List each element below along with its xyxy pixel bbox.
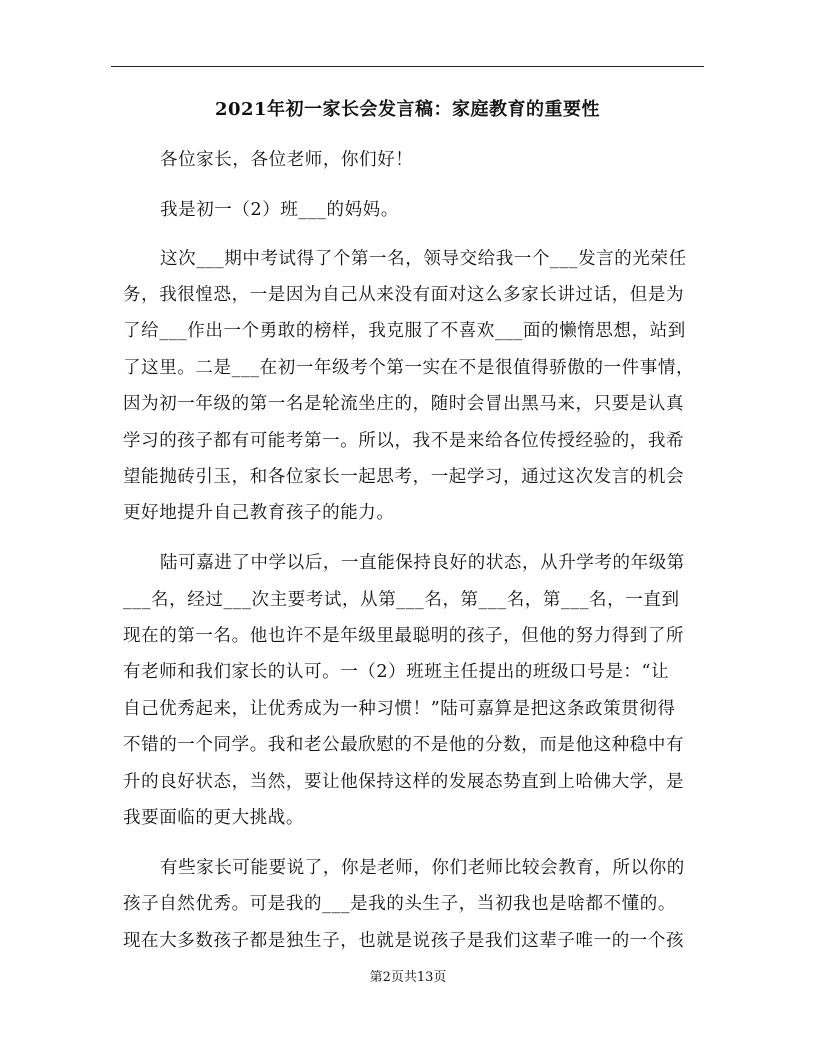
paragraph3-line: 孩子自然优秀。可是我的___是我的头生子，当初我也是啥都不懂的。 bbox=[123, 894, 676, 914]
greeting-line: 各位家长，各位老师，你们好！ bbox=[160, 150, 414, 170]
document-title: 2021年初一家长会发言稿：家庭教育的重要性 bbox=[214, 99, 601, 120]
paragraph2-line: 升的良好状态，当然，要让他保持这样的发展态势直到上哈佛大学，是 bbox=[123, 772, 685, 792]
paragraph3-line: 有些家长可能要说了，你是老师，你们老师比较会教育，所以你的 bbox=[160, 858, 685, 878]
page-number: 第2页共13页 bbox=[369, 970, 447, 985]
paragraph2-line: 我要面临的更大挑战。 bbox=[123, 808, 304, 828]
paragraph2-line: 陆可嘉进了中学以后，一直能保持良好的状态，从升学考的年级第 bbox=[160, 553, 685, 573]
paragraph1-line: 学习的孩子都有可能考第一。所以，我不是来给各位传授经验的，我希 bbox=[123, 431, 685, 451]
paragraph1-line: 因为初一年级的第一名是轮流坐庄的，随时会冒出黑马来，只要是认真 bbox=[123, 394, 685, 414]
paragraph2-line: ___名，经过___次主要考试，从第___名，第___名，第___名，一直到 bbox=[123, 590, 680, 610]
paragraph1-line: 更好地提升自己教育孩子的能力。 bbox=[123, 503, 395, 523]
paragraph2-line: 自己优秀起来，让优秀成为一种习惯！”陆可嘉算是把这条政策贯彻得 bbox=[123, 699, 676, 719]
paragraph2-line: 不错的一个同学。我和老公最欣慰的不是他的分数，而是他这种稳中有 bbox=[123, 735, 685, 755]
paragraph1-line: 望能抛砖引玉，和各位家长一起思考，一起学习，通过这次发言的机会 bbox=[123, 467, 685, 487]
paragraph1-line: 这次___期中考试得了个第一名，领导交给我一个___发言的光荣任 bbox=[160, 249, 687, 269]
paragraph2-line: 现在的第一名。他也许不是年级里最聪明的孩子，但他的努力得到了所 bbox=[123, 626, 685, 646]
paragraph1-line: 了这里。二是___在初一年级考个第一实在不是很值得骄傲的一件事情， bbox=[123, 358, 695, 378]
paragraph1-line: 务，我很惶恐，一是因为自己从来没有面对这么多家长讲过话，但是为 bbox=[123, 285, 685, 305]
paragraph2-line: 有老师和我们家长的认可。一（2）班班主任提出的班级口号是：“让 bbox=[123, 662, 670, 682]
header-rule bbox=[111, 66, 704, 67]
paragraph3-line: 现在大多数孩子都是独生子，也就是说孩子是我们这辈子唯一的一个孩 bbox=[123, 931, 685, 951]
paragraph1-line: 了给___作出一个勇敢的榜样，我克服了不喜欢___面的懒惰思想，站到 bbox=[123, 321, 686, 341]
intro-line: 我是初一（2）班___的妈妈。 bbox=[160, 200, 399, 220]
